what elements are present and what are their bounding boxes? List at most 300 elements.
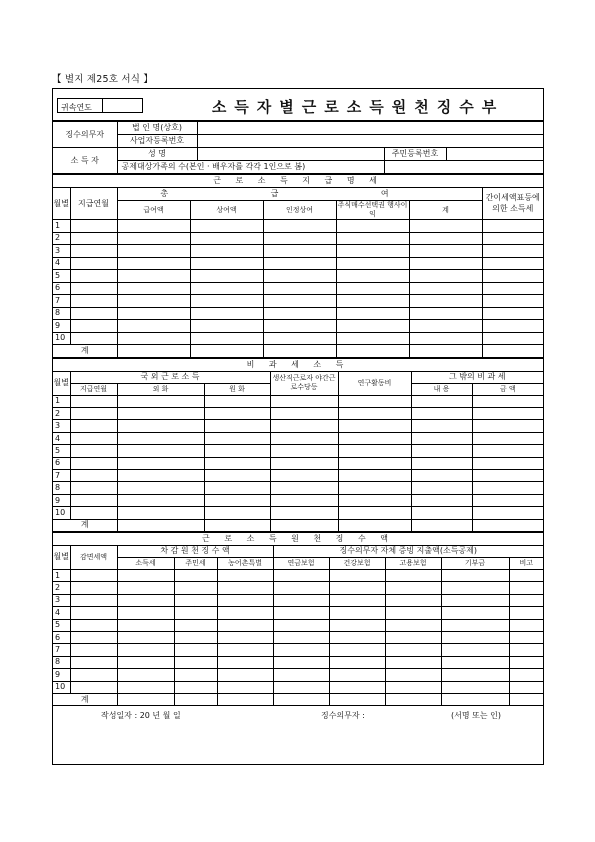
entry-cell[interactable] xyxy=(263,320,336,333)
entry-cell[interactable] xyxy=(117,220,190,233)
entry-cell[interactable] xyxy=(117,320,190,333)
entry-cell[interactable] xyxy=(411,482,472,494)
month-row xyxy=(53,594,543,606)
content-header: 내 용 xyxy=(411,383,472,395)
amount-header: 금 액 xyxy=(472,383,543,395)
total-row xyxy=(53,519,543,531)
entry-cell[interactable] xyxy=(70,507,117,519)
entry-cell[interactable] xyxy=(70,295,117,308)
entry-cell[interactable] xyxy=(174,656,217,668)
entry-cell[interactable] xyxy=(411,395,472,407)
entry-cell[interactable] xyxy=(70,582,117,594)
entry-cell[interactable] xyxy=(70,220,117,233)
entry-cell[interactable] xyxy=(70,270,117,283)
entry-cell[interactable] xyxy=(117,494,204,506)
entry-cell[interactable] xyxy=(217,582,273,594)
entry-cell[interactable] xyxy=(117,631,174,643)
entry-cell[interactable] xyxy=(117,681,174,693)
attribution-year-label: 귀속연도 xyxy=(61,103,92,112)
entry-cell[interactable] xyxy=(409,270,482,283)
entry-cell[interactable] xyxy=(411,445,472,457)
entry-cell[interactable] xyxy=(338,395,411,407)
entry-cell[interactable] xyxy=(338,408,411,420)
entry-cell[interactable] xyxy=(70,470,117,482)
entry-cell[interactable] xyxy=(509,669,543,681)
entry-cell[interactable] xyxy=(409,345,482,358)
entry-cell[interactable] xyxy=(117,270,190,283)
entry-cell[interactable] xyxy=(472,457,543,469)
entry-cell[interactable] xyxy=(270,420,338,432)
attribution-year-field[interactable] xyxy=(102,99,144,112)
entry-cell[interactable] xyxy=(263,345,336,358)
entry-cell[interactable] xyxy=(174,607,217,619)
entry-cell[interactable] xyxy=(472,395,543,407)
entry-cell[interactable] xyxy=(263,232,336,245)
entry-cell[interactable] xyxy=(385,607,441,619)
earner-name-field[interactable] xyxy=(197,148,384,161)
entry-cell[interactable] xyxy=(174,594,217,606)
entry-cell[interactable] xyxy=(204,470,270,482)
pay-month-header: 지급연월 xyxy=(70,188,117,220)
entry-cell[interactable] xyxy=(509,619,543,631)
entry-cell[interactable] xyxy=(411,494,472,506)
entry-cell[interactable] xyxy=(70,656,117,668)
entry-cell[interactable] xyxy=(263,295,336,308)
entry-cell[interactable] xyxy=(329,631,385,643)
entry-cell[interactable] xyxy=(336,320,409,333)
entry-cell[interactable] xyxy=(338,519,411,531)
entry-cell[interactable] xyxy=(70,644,117,656)
entry-cell[interactable] xyxy=(217,619,273,631)
entry-cell[interactable] xyxy=(217,644,273,656)
entry-cell[interactable] xyxy=(509,644,543,656)
entry-cell[interactable] xyxy=(190,220,263,233)
entry-cell[interactable] xyxy=(336,232,409,245)
month-number: 6 xyxy=(53,282,70,295)
entry-cell[interactable] xyxy=(273,607,329,619)
entry-cell[interactable] xyxy=(336,345,409,358)
entry-cell[interactable] xyxy=(482,220,543,233)
entry-cell[interactable] xyxy=(70,282,117,295)
entry-cell[interactable] xyxy=(117,507,204,519)
entry-cell[interactable] xyxy=(117,345,190,358)
entry-cell[interactable] xyxy=(117,232,190,245)
entry-cell[interactable] xyxy=(70,257,117,270)
month-row xyxy=(53,332,543,345)
entry-cell[interactable] xyxy=(411,432,472,444)
entry-cell[interactable] xyxy=(509,631,543,643)
entry-cell[interactable] xyxy=(409,282,482,295)
entry-cell[interactable] xyxy=(336,332,409,345)
entry-cell[interactable] xyxy=(441,681,509,693)
entry-cell[interactable] xyxy=(204,457,270,469)
entry-cell[interactable] xyxy=(70,619,117,631)
entry-cell[interactable] xyxy=(204,482,270,494)
entry-cell[interactable] xyxy=(70,607,117,619)
entry-cell[interactable] xyxy=(482,307,543,320)
entry-cell[interactable] xyxy=(338,457,411,469)
entry-cell[interactable] xyxy=(336,307,409,320)
entry-cell[interactable] xyxy=(70,681,117,693)
research-header: 연구활동비 xyxy=(338,371,411,395)
entry-cell[interactable] xyxy=(217,607,273,619)
entry-cell[interactable] xyxy=(338,470,411,482)
entry-cell[interactable] xyxy=(117,420,204,432)
entry-cell[interactable] xyxy=(217,594,273,606)
payer-regno-field[interactable] xyxy=(197,135,543,148)
entry-cell[interactable] xyxy=(117,432,204,444)
entry-cell[interactable] xyxy=(441,631,509,643)
entry-cell[interactable] xyxy=(70,669,117,681)
entry-cell[interactable] xyxy=(270,445,338,457)
entry-cell[interactable] xyxy=(411,519,472,531)
entry-cell[interactable] xyxy=(329,594,385,606)
foreign-income-header: 국 외 근 로 소 득 xyxy=(70,371,270,383)
entry-cell[interactable] xyxy=(117,693,174,705)
entry-cell[interactable] xyxy=(117,644,174,656)
entry-cell[interactable] xyxy=(441,669,509,681)
entry-cell[interactable] xyxy=(338,507,411,519)
entry-cell[interactable] xyxy=(217,569,273,581)
entry-cell[interactable] xyxy=(70,445,117,457)
entry-cell[interactable] xyxy=(190,295,263,308)
entry-cell[interactable] xyxy=(270,457,338,469)
evidence-expense-header: 징수의무자 자체 증빙 지출액(소득공제) xyxy=(273,545,543,557)
entry-cell[interactable] xyxy=(117,482,204,494)
entry-cell[interactable] xyxy=(204,420,270,432)
entry-cell[interactable] xyxy=(190,270,263,283)
section3-title: 근 로 소 득 원 천 징 수 액 xyxy=(53,532,543,545)
entry-cell[interactable] xyxy=(329,693,385,705)
entry-cell[interactable] xyxy=(190,332,263,345)
entry-cell[interactable] xyxy=(329,644,385,656)
entry-cell[interactable] xyxy=(409,320,482,333)
month-row xyxy=(53,320,543,333)
entry-cell[interactable] xyxy=(409,245,482,258)
entry-cell[interactable] xyxy=(329,619,385,631)
entry-cell[interactable] xyxy=(117,457,204,469)
month-number: 7 xyxy=(53,295,70,308)
entry-cell[interactable] xyxy=(70,232,117,245)
entry-cell[interactable] xyxy=(409,332,482,345)
entry-cell[interactable] xyxy=(385,669,441,681)
entry-cell[interactable] xyxy=(472,420,543,432)
entry-cell[interactable] xyxy=(411,420,472,432)
entry-cell[interactable] xyxy=(70,307,117,320)
entry-cell[interactable] xyxy=(204,494,270,506)
entry-cell[interactable] xyxy=(472,494,543,506)
entry-cell[interactable] xyxy=(472,470,543,482)
entry-cell[interactable] xyxy=(117,245,190,258)
entry-cell[interactable] xyxy=(70,408,117,420)
entry-cell[interactable] xyxy=(263,257,336,270)
entry-cell[interactable] xyxy=(385,569,441,581)
entry-cell[interactable] xyxy=(117,656,174,668)
entry-cell[interactable] xyxy=(338,445,411,457)
entry-cell[interactable] xyxy=(509,582,543,594)
entry-cell[interactable] xyxy=(329,569,385,581)
entry-cell[interactable] xyxy=(117,395,204,407)
entry-cell[interactable] xyxy=(70,432,117,444)
entry-cell[interactable] xyxy=(174,569,217,581)
month-row xyxy=(53,644,543,656)
entry-cell[interactable] xyxy=(482,245,543,258)
entry-cell[interactable] xyxy=(217,656,273,668)
entry-cell[interactable] xyxy=(117,594,174,606)
entry-cell[interactable] xyxy=(411,507,472,519)
entry-cell[interactable] xyxy=(204,507,270,519)
month-number: 1 xyxy=(53,569,70,581)
entry-cell[interactable] xyxy=(441,644,509,656)
sign-or-seal-label: (서명 또는 인) xyxy=(451,711,501,721)
bonus-header: 상여액 xyxy=(190,201,263,220)
entry-cell[interactable] xyxy=(385,582,441,594)
stock-option-header: 주식매수선택권 행사이익 xyxy=(337,201,408,219)
entry-cell[interactable] xyxy=(336,245,409,258)
month-row xyxy=(53,445,543,457)
entry-cell[interactable] xyxy=(174,582,217,594)
entry-cell[interactable] xyxy=(174,693,217,705)
entry-cell[interactable] xyxy=(270,408,338,420)
entry-cell[interactable] xyxy=(117,607,174,619)
entry-cell[interactable] xyxy=(509,569,543,581)
entry-cell[interactable] xyxy=(70,594,117,606)
entry-cell[interactable] xyxy=(482,270,543,283)
entry-cell[interactable] xyxy=(509,607,543,619)
entry-cell[interactable] xyxy=(441,594,509,606)
family-count-field[interactable] xyxy=(384,161,543,174)
entry-cell[interactable] xyxy=(273,569,329,581)
entry-cell[interactable] xyxy=(409,257,482,270)
entry-cell[interactable] xyxy=(190,245,263,258)
entry-cell[interactable] xyxy=(329,582,385,594)
entry-cell[interactable] xyxy=(385,594,441,606)
entry-cell[interactable] xyxy=(273,681,329,693)
entry-cell[interactable] xyxy=(336,295,409,308)
entry-cell[interactable] xyxy=(70,395,117,407)
month-number: 3 xyxy=(53,594,70,606)
total-label: 계 xyxy=(53,519,117,531)
entry-cell[interactable] xyxy=(190,282,263,295)
entry-cell[interactable] xyxy=(270,494,338,506)
month-number: 4 xyxy=(53,607,70,619)
entry-cell[interactable] xyxy=(273,594,329,606)
entry-cell[interactable] xyxy=(441,582,509,594)
entry-cell[interactable] xyxy=(273,582,329,594)
entry-cell[interactable] xyxy=(385,631,441,643)
entry-cell[interactable] xyxy=(472,432,543,444)
entry-cell[interactable] xyxy=(70,420,117,432)
entry-cell[interactable] xyxy=(409,307,482,320)
entry-cell[interactable] xyxy=(338,482,411,494)
entry-cell[interactable] xyxy=(273,619,329,631)
entry-cell[interactable] xyxy=(411,470,472,482)
entry-cell[interactable] xyxy=(329,656,385,668)
entry-cell[interactable] xyxy=(174,669,217,681)
month-number: 10 xyxy=(53,332,70,345)
month-row xyxy=(53,307,543,320)
entry-cell[interactable] xyxy=(482,320,543,333)
entry-cell[interactable] xyxy=(482,295,543,308)
entry-cell[interactable] xyxy=(217,681,273,693)
entry-cell[interactable] xyxy=(117,519,204,531)
entry-cell[interactable] xyxy=(509,594,543,606)
entry-cell[interactable] xyxy=(190,307,263,320)
entry-cell[interactable] xyxy=(273,669,329,681)
entry-cell[interactable] xyxy=(441,619,509,631)
form-number-label: 【 별지 제25호 서식 】 xyxy=(52,74,154,85)
night-work-header: 생산직근로자 야간근로수당등 xyxy=(270,371,338,395)
month-row xyxy=(53,607,543,619)
entry-cell[interactable] xyxy=(472,408,543,420)
entry-cell[interactable] xyxy=(117,307,190,320)
entry-cell[interactable] xyxy=(409,232,482,245)
entry-cell[interactable] xyxy=(482,332,543,345)
entry-cell[interactable] xyxy=(329,607,385,619)
entry-cell[interactable] xyxy=(441,607,509,619)
entry-cell[interactable] xyxy=(411,408,472,420)
entry-cell[interactable] xyxy=(190,232,263,245)
month-row xyxy=(53,494,543,506)
entry-cell[interactable] xyxy=(385,693,441,705)
entry-cell[interactable] xyxy=(70,332,117,345)
entry-cell[interactable] xyxy=(70,631,117,643)
entry-cell[interactable] xyxy=(509,681,543,693)
entry-cell[interactable] xyxy=(270,482,338,494)
entry-cell[interactable] xyxy=(482,257,543,270)
earner-rrn-label: 주민등록번호 xyxy=(384,148,446,161)
entry-cell[interactable] xyxy=(336,270,409,283)
entry-cell[interactable] xyxy=(336,257,409,270)
entry-cell[interactable] xyxy=(70,245,117,258)
month-header-2: 월별 xyxy=(53,371,70,395)
earner-label: 소 득 자 xyxy=(53,148,117,174)
entry-cell[interactable] xyxy=(441,656,509,668)
entry-cell[interactable] xyxy=(263,270,336,283)
entry-cell[interactable] xyxy=(117,669,174,681)
entry-cell[interactable] xyxy=(336,282,409,295)
entry-cell[interactable] xyxy=(472,445,543,457)
earner-rrn-field[interactable] xyxy=(446,148,543,161)
entry-cell[interactable] xyxy=(70,482,117,494)
salary-header: 급여액 xyxy=(117,201,190,220)
entry-cell[interactable] xyxy=(190,257,263,270)
entry-cell[interactable] xyxy=(385,656,441,668)
entry-cell[interactable] xyxy=(217,631,273,643)
entry-cell[interactable] xyxy=(204,432,270,444)
month-row xyxy=(53,232,543,245)
entry-cell[interactable] xyxy=(70,457,117,469)
entry-cell[interactable] xyxy=(270,432,338,444)
entry-cell[interactable] xyxy=(117,569,174,581)
entry-cell[interactable] xyxy=(273,656,329,668)
entry-cell[interactable] xyxy=(174,619,217,631)
entry-cell[interactable] xyxy=(190,320,263,333)
entry-cell[interactable] xyxy=(472,519,543,531)
entry-cell[interactable] xyxy=(270,395,338,407)
entry-cell[interactable] xyxy=(263,332,336,345)
entry-cell[interactable] xyxy=(509,693,543,705)
entry-cell[interactable] xyxy=(472,482,543,494)
entry-cell[interactable] xyxy=(385,644,441,656)
entry-cell[interactable] xyxy=(117,470,204,482)
entry-cell[interactable] xyxy=(338,494,411,506)
entry-cell[interactable] xyxy=(338,432,411,444)
entry-cell[interactable] xyxy=(329,669,385,681)
entry-cell[interactable] xyxy=(338,420,411,432)
entry-cell[interactable] xyxy=(409,295,482,308)
entry-cell[interactable] xyxy=(336,220,409,233)
entry-cell[interactable] xyxy=(174,681,217,693)
entry-cell[interactable] xyxy=(329,681,385,693)
entry-cell[interactable] xyxy=(441,569,509,581)
entry-cell[interactable] xyxy=(217,669,273,681)
entry-cell[interactable] xyxy=(273,631,329,643)
entry-cell[interactable] xyxy=(117,619,174,631)
entry-cell[interactable] xyxy=(217,693,273,705)
entry-cell[interactable] xyxy=(509,656,543,668)
entry-cell[interactable] xyxy=(174,631,217,643)
entry-cell[interactable] xyxy=(385,619,441,631)
entry-cell[interactable] xyxy=(174,644,217,656)
entry-cell[interactable] xyxy=(385,681,441,693)
entry-cell[interactable] xyxy=(270,519,338,531)
entry-cell[interactable] xyxy=(482,232,543,245)
entry-cell[interactable] xyxy=(204,445,270,457)
entry-cell[interactable] xyxy=(411,457,472,469)
payer-name-field[interactable] xyxy=(197,122,543,135)
entry-cell[interactable] xyxy=(273,644,329,656)
entry-cell[interactable] xyxy=(117,582,174,594)
entry-cell[interactable] xyxy=(270,507,338,519)
month-number: 8 xyxy=(53,307,70,320)
entry-cell[interactable] xyxy=(117,445,204,457)
month-number: 3 xyxy=(53,245,70,258)
entry-cell[interactable] xyxy=(204,519,270,531)
entry-cell[interactable] xyxy=(263,245,336,258)
entry-cell[interactable] xyxy=(441,693,509,705)
entry-cell[interactable] xyxy=(482,345,543,358)
attribution-year-box xyxy=(57,98,143,113)
entry-cell[interactable] xyxy=(263,307,336,320)
month-row xyxy=(53,420,543,432)
entry-cell[interactable] xyxy=(117,257,190,270)
entry-cell[interactable] xyxy=(270,470,338,482)
entry-cell[interactable] xyxy=(70,569,117,581)
month-number: 10 xyxy=(53,507,70,519)
month-row xyxy=(53,432,543,444)
form-title: 소득자별근로소득원천징수부 xyxy=(211,98,505,116)
entry-cell[interactable] xyxy=(482,282,543,295)
entry-cell[interactable] xyxy=(117,408,204,420)
month-row xyxy=(53,619,543,631)
month-number: 2 xyxy=(53,408,70,420)
entry-cell[interactable] xyxy=(273,693,329,705)
entry-cell[interactable] xyxy=(70,494,117,506)
entry-cell[interactable] xyxy=(70,320,117,333)
month-row xyxy=(53,295,543,308)
entry-cell[interactable] xyxy=(472,507,543,519)
entry-cell[interactable] xyxy=(263,220,336,233)
entry-cell[interactable] xyxy=(117,295,190,308)
entry-cell[interactable] xyxy=(190,345,263,358)
entry-cell[interactable] xyxy=(117,332,190,345)
entry-cell[interactable] xyxy=(263,282,336,295)
entry-cell[interactable] xyxy=(204,395,270,407)
entry-cell[interactable] xyxy=(409,220,482,233)
entry-cell[interactable] xyxy=(117,282,190,295)
entry-cell[interactable] xyxy=(204,408,270,420)
